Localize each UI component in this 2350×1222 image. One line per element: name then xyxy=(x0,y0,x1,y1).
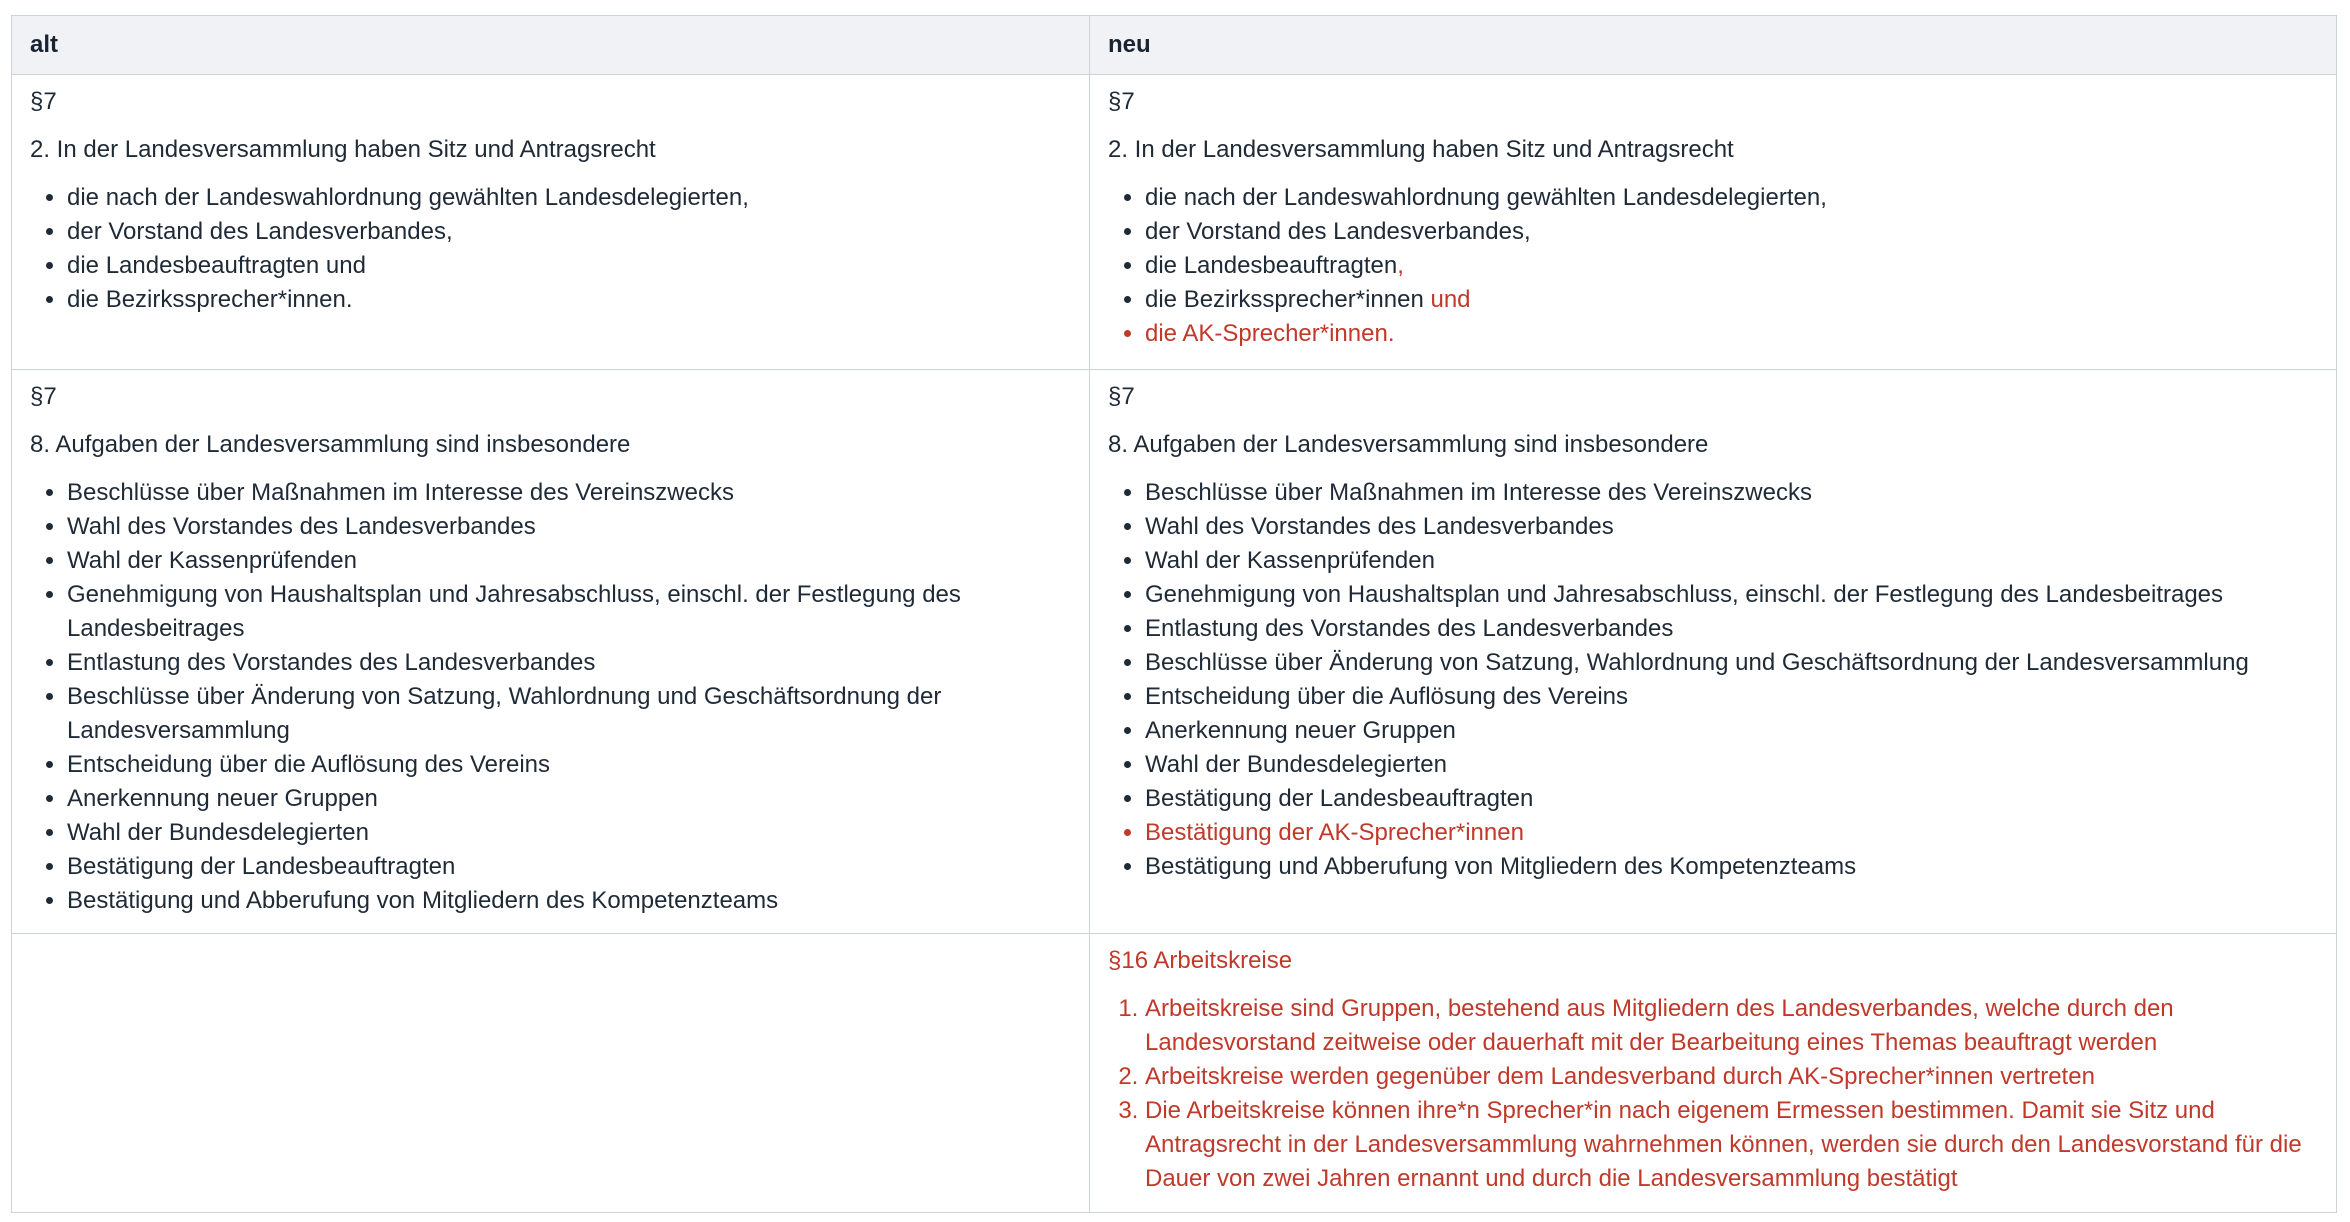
list-item: • Entscheidung über die Auflösung des Vereins xyxy=(1145,680,2318,714)
list-item: • die nach der Landeswahlordnung gewählten Landesdelegierten, xyxy=(67,181,1071,215)
inserted-text: und xyxy=(1430,286,1471,313)
section-heading: §7 xyxy=(30,383,57,410)
comparison-document xyxy=(11,15,2336,1213)
paragraph-intro: 2. In der Landesversammlung haben Sitz und Antragsrecht xyxy=(30,136,656,163)
list-item: • Genehmigung von Haushaltsplan und Jahresabschluss, einschl. der Festlegung des Landesbeitrages xyxy=(1145,578,2318,612)
cell-new xyxy=(1090,934,2337,1213)
table-row xyxy=(12,934,2337,1213)
bullet-list xyxy=(1108,476,2318,884)
list-item: • der Vorstand des Landesverbandes, xyxy=(67,215,1071,249)
table-row xyxy=(12,370,2337,934)
numbered-list-inserted xyxy=(1108,992,2318,1196)
list-item: • der Vorstand des Landesverbandes, xyxy=(1145,215,2318,249)
bullet-list xyxy=(30,181,1071,317)
list-item: 3. Die Arbeitskreise können ihre*n Sprecher*in nach eigenem Ermessen bestimmen. Damit sie Sitz und Antragsrecht in der Landesversammlung wahrnehmen können, werden sie durch den Landesvorstand für die Dauer von zwei Jahren ernannt und durch die Landesversammlung bestätigt xyxy=(1145,1094,2318,1196)
inserted-text: , xyxy=(1397,252,1404,279)
list-item: • Beschlüsse über Änderung von Satzung, Wahlordnung und Geschäftsordnung der Landesversammlung xyxy=(67,680,1071,748)
list-item: 1. Arbeitskreise sind Gruppen, bestehend aus Mitgliedern des Landesverbandes, welche durch den Landesvorstand zeitweise oder dauerhaft mit der Bearbeitung eines Themas beauftragt werden xyxy=(1145,992,2318,1060)
cell-old xyxy=(12,370,1090,934)
list-item: • Wahl des Vorstandes des Landesverbandes xyxy=(1145,510,2318,544)
list-item: • Anerkennung neuer Gruppen xyxy=(1145,714,2318,748)
list-item: • Beschlüsse über Änderung von Satzung, Wahlordnung und Geschäftsordnung der Landesversammlung xyxy=(1145,646,2318,680)
column-header-new: neu xyxy=(1090,16,2337,75)
list-item: • Beschlüsse über Maßnahmen im Interesse des Vereinszwecks xyxy=(1145,476,2318,510)
list-item: • Bestätigung und Abberufung von Mitgliedern des Kompetenzteams xyxy=(1145,850,2318,884)
bullet-list xyxy=(30,476,1071,918)
list-item: • Bestätigung und Abberufung von Mitgliedern des Kompetenzteams xyxy=(67,884,1071,918)
list-item: • Wahl der Bundesdelegierten xyxy=(1145,748,2318,782)
list-item: • Bestätigung der Landesbeauftragten xyxy=(1145,782,2318,816)
list-item: • Wahl des Vorstandes des Landesverbandes xyxy=(67,510,1071,544)
list-item-inserted: • Bestätigung der AK-Sprecher*innen xyxy=(1145,816,2318,850)
list-item: • die Landesbeauftragten und xyxy=(67,249,1071,283)
list-item: • die Bezirkssprecher*innen. xyxy=(67,283,1071,317)
section-heading-inserted: §16 Arbeitskreise xyxy=(1108,947,1293,974)
paragraph-intro: 2. In der Landesversammlung haben Sitz und Antragsrecht xyxy=(1108,136,1734,163)
cell-new xyxy=(1090,370,2337,934)
list-item xyxy=(1145,283,2318,317)
comparison-table xyxy=(11,15,2337,1213)
list-item: • Wahl der Bundesdelegierten xyxy=(67,816,1071,850)
list-item: • die nach der Landeswahlordnung gewählten Landesdelegierten, xyxy=(1145,181,2318,215)
list-item: • Entscheidung über die Auflösung des Vereins xyxy=(67,748,1071,782)
bullet-list xyxy=(1108,181,2318,351)
list-item xyxy=(1145,249,2318,283)
unchanged-text: die Landesbeauftragten xyxy=(1145,252,1398,279)
cell-old xyxy=(12,75,1090,370)
list-item-inserted: • die AK-Sprecher*innen. xyxy=(1145,317,2318,351)
section-heading: §7 xyxy=(1108,88,1135,115)
section-heading: §7 xyxy=(1108,383,1135,410)
list-item: • Entlastung des Vorstandes des Landesverbandes xyxy=(1145,612,2318,646)
list-item: • Wahl der Kassenprüfenden xyxy=(1145,544,2318,578)
list-item: • Wahl der Kassenprüfenden xyxy=(67,544,1071,578)
cell-old-empty xyxy=(12,934,1090,1213)
section-heading: §7 xyxy=(30,88,57,115)
unchanged-text: die Bezirkssprecher*innen xyxy=(1145,286,1431,313)
cell-new xyxy=(1090,75,2337,370)
list-item: • Anerkennung neuer Gruppen xyxy=(67,782,1071,816)
paragraph-intro: 8. Aufgaben der Landesversammlung sind insbesondere xyxy=(30,431,631,458)
paragraph-intro: 8. Aufgaben der Landesversammlung sind insbesondere xyxy=(1108,431,1709,458)
list-item: • Bestätigung der Landesbeauftragten xyxy=(67,850,1071,884)
header-row xyxy=(12,16,2337,75)
list-item: • Beschlüsse über Maßnahmen im Interesse des Vereinszwecks xyxy=(67,476,1071,510)
list-item: 2. Arbeitskreise werden gegenüber dem Landesverband durch AK-Sprecher*innen vertreten xyxy=(1145,1060,2318,1094)
column-header-old: alt xyxy=(12,16,1090,75)
list-item: • Genehmigung von Haushaltsplan und Jahresabschluss, einschl. der Festlegung des Landesbeitrages xyxy=(67,578,1071,646)
list-item: • Entlastung des Vorstandes des Landesverbandes xyxy=(67,646,1071,680)
table-row xyxy=(12,75,2337,370)
